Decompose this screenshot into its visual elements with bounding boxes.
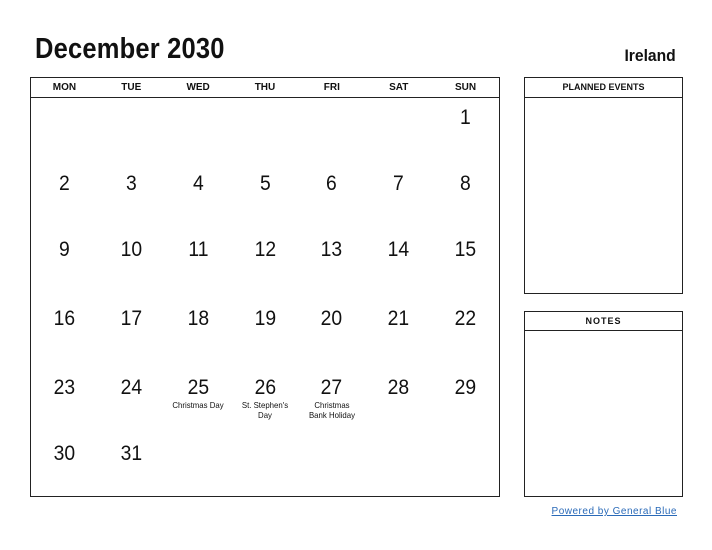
page-title: December 2030 [35, 33, 225, 65]
day-number: 14 [387, 238, 410, 261]
calendar-body [31, 98, 499, 500]
day-cell [232, 164, 299, 230]
holiday-label: Christmas Day [172, 400, 224, 410]
country-label: Ireland [624, 46, 676, 65]
day-cell [298, 98, 365, 164]
weekday-mon: MON [52, 82, 77, 93]
weekday-tue: TUE [121, 82, 142, 93]
day-number: 6 [326, 172, 338, 195]
day-cell [298, 164, 365, 230]
day-number: 16 [53, 307, 76, 330]
day-cell [98, 434, 165, 500]
day-number: 23 [53, 376, 76, 399]
day-number: 18 [187, 307, 209, 330]
weekday-wed: WED [186, 82, 210, 93]
day-cell [432, 98, 499, 164]
day-number: 10 [120, 238, 143, 261]
day-cell [365, 434, 432, 500]
day-cell [365, 164, 432, 230]
day-cell [165, 230, 232, 299]
day-cell [165, 299, 232, 368]
day-number: 27 [321, 376, 343, 399]
planned-events-title: PLANNED EVENTS [525, 78, 682, 98]
day-cell [232, 98, 299, 164]
day-number: 5 [259, 172, 271, 195]
day-cell [365, 230, 432, 299]
day-cell [232, 368, 299, 434]
weekday-fri: FRI [323, 82, 340, 93]
day-cell [31, 230, 98, 299]
day-cell [365, 98, 432, 164]
day-cell [31, 98, 98, 164]
day-cell [31, 299, 98, 368]
day-cell [31, 368, 98, 434]
day-cell [298, 299, 365, 368]
day-cell [98, 164, 165, 230]
planned-events-panel [524, 77, 683, 294]
day-cell [165, 98, 232, 164]
weekday-header [31, 78, 499, 98]
day-cell [165, 164, 232, 230]
day-cell [98, 368, 165, 434]
day-cell [98, 299, 165, 368]
day-number: 2 [59, 172, 70, 195]
day-cell [165, 434, 232, 500]
day-number: 22 [454, 307, 477, 330]
day-number: 13 [321, 238, 343, 261]
day-number: 21 [387, 307, 410, 330]
day-cell [98, 98, 165, 164]
day-number: 12 [254, 238, 276, 261]
weekday-sun: SUN [455, 82, 477, 93]
day-number: 4 [192, 172, 204, 195]
day-number: 24 [120, 376, 143, 399]
powered-by-link[interactable]: Powered by General Blue [551, 506, 677, 517]
weekday-thu: THU [254, 82, 276, 93]
day-cell [298, 368, 365, 434]
day-number: 8 [460, 172, 471, 195]
day-cell [432, 434, 499, 500]
notes-panel [524, 311, 683, 497]
day-number: 19 [254, 307, 276, 330]
holiday-label: St. Stephen's Day [241, 400, 289, 420]
day-cell [432, 164, 499, 230]
day-cell [165, 368, 232, 434]
day-number: 1 [460, 106, 471, 129]
day-cell [298, 434, 365, 500]
day-number: 17 [120, 307, 143, 330]
day-number: 31 [120, 442, 143, 465]
day-cell [365, 299, 432, 368]
day-cell [232, 434, 299, 500]
day-cell [432, 230, 499, 299]
day-number: 11 [188, 238, 209, 261]
day-cell [31, 434, 98, 500]
day-cell [98, 230, 165, 299]
day-number: 3 [125, 172, 137, 195]
day-number: 29 [454, 376, 477, 399]
day-number: 9 [59, 238, 70, 261]
day-cell [432, 368, 499, 434]
day-number: 7 [393, 172, 405, 195]
calendar-grid [30, 77, 500, 497]
day-cell [298, 230, 365, 299]
day-number: 25 [187, 376, 209, 399]
notes-title: NOTES [525, 312, 682, 331]
weekday-sat: SAT [389, 82, 409, 93]
day-cell [232, 299, 299, 368]
day-number: 26 [254, 376, 276, 399]
day-number: 15 [454, 238, 477, 261]
day-number: 28 [387, 376, 410, 399]
day-cell [31, 164, 98, 230]
day-number: 30 [53, 442, 76, 465]
day-cell [232, 230, 299, 299]
day-cell [365, 368, 432, 434]
holiday-label: Christmas Bank Holiday [308, 400, 355, 420]
day-number: 20 [321, 307, 343, 330]
day-cell [432, 299, 499, 368]
